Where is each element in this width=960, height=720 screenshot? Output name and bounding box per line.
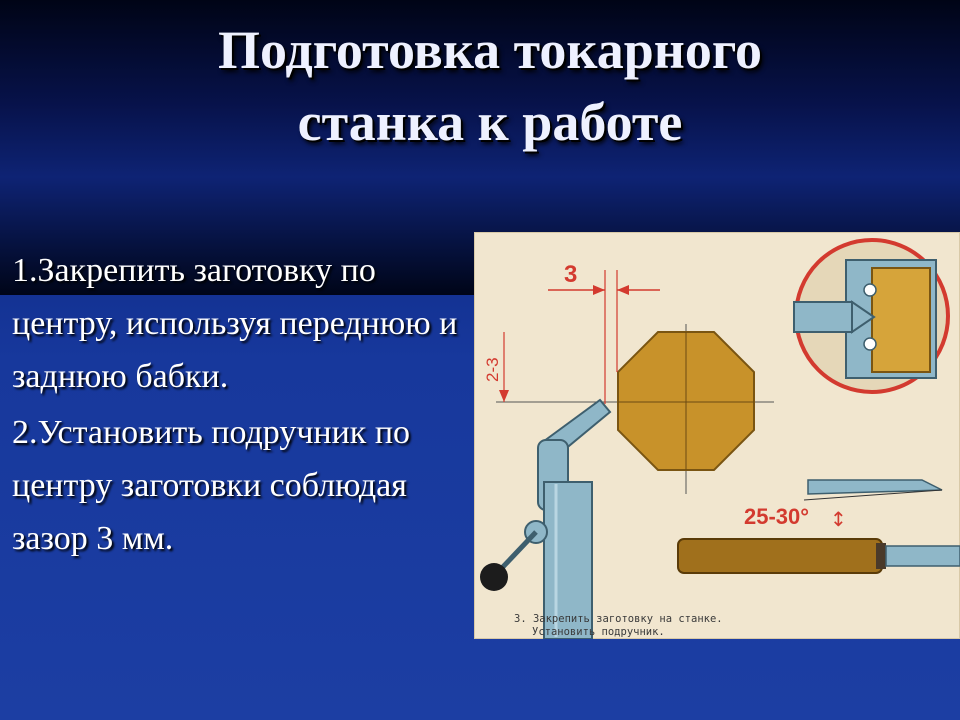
slide-title [60, 14, 920, 158]
angle-arrow-icon: ↕ [830, 507, 847, 531]
step-1: 1.Закрепить заготовку по центру, используя переднюю и заднюю бабки. [12, 252, 458, 395]
title-line-2: станка к работе [297, 92, 683, 152]
title-line-1: Подготовка токарного [217, 20, 763, 80]
height-label: 2-3 [483, 357, 502, 382]
step-2: 2.Установить подручник по центру заготовки соблюдая зазор 3 мм. [12, 414, 411, 557]
lathe-illustration [474, 232, 960, 639]
lathe-drawing [474, 232, 960, 639]
detail-workpiece [872, 268, 930, 372]
caption-line-1: 3. Закрепить заготовку на станке. [514, 613, 723, 625]
chisel-blade [886, 546, 960, 566]
clamp-lever [500, 532, 536, 570]
steps-list [12, 244, 462, 565]
detail-jaw-1 [864, 284, 876, 296]
gap-arrow-left [593, 285, 605, 295]
chisel-handle [678, 539, 882, 573]
gap-label: 3 [564, 261, 578, 288]
clamp-knob [480, 563, 508, 591]
height-arrow [499, 390, 509, 402]
detail-jaw-2 [864, 338, 876, 350]
caption-line-2: Установить подручник. [532, 626, 665, 638]
angle-label: 25-30° [744, 504, 810, 529]
gap-arrow-right [617, 285, 629, 295]
detail-screw [794, 302, 852, 332]
chisel-ferrule [876, 543, 886, 569]
